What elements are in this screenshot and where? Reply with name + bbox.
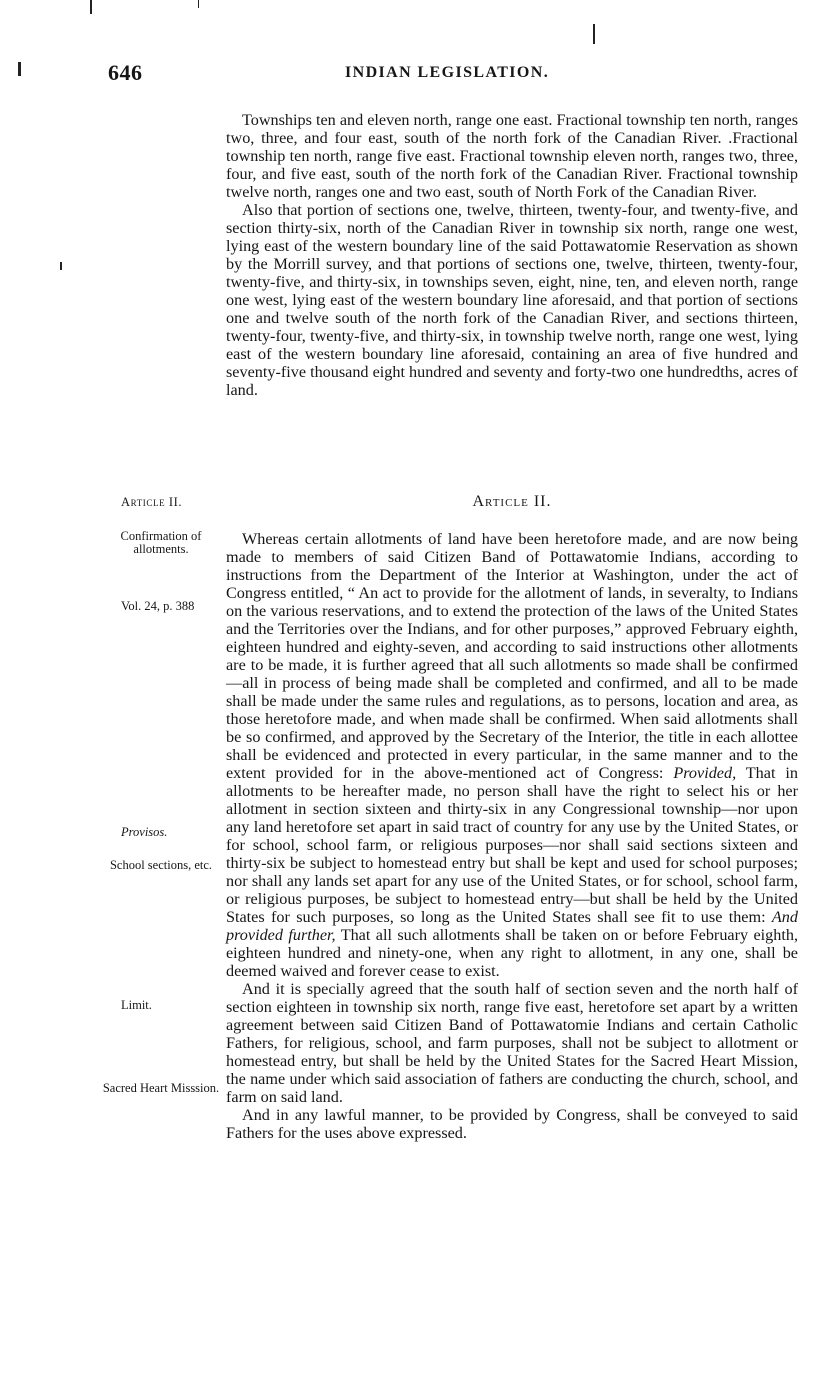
article-text-block [226, 530, 798, 1142]
margin-note-confirmation: Confirmation of allotments. [120, 529, 202, 556]
allotments-limit-text: That all such allotments shall be taken on or before February eighth, eighteen hundred and ninety-one, when any right to allotment, in any one, shall be deemed waived and forever cease to exist. [226, 926, 798, 980]
margin-note-provisos: Provisos. [121, 825, 168, 839]
paragraph-sections: Also that portion of sections one, twelve, thirteen, twenty-four, and twenty-five, and section thirty-six, north of the Canadian River in township six north, range one west, lying east of the western boundary line of the said Pottawatomie Reservation as shown by the Morrill survey, and that portions of sections one, twelve, thirteen, twenty-four, twenty-five, and thirty-six, in townships seven, eight, nine, ten, and eleven north, range one west, lying east of the western boundary line aforesaid, and that portion of sections one and twelve south of the north fork of the Canadian River, and sections thirteen, twenty-four, twenty-five, and thirty-six, in township twelve north, range one west, lying east of the western boundary line aforesaid, containing an area of five hundred and seventy-five thousand eight hundred and seventy and forty-two one hundredths, acres of land. [226, 201, 798, 399]
running-header [0, 60, 834, 90]
margin-note-sacred-heart: Sacred Heart Misssion. [102, 1081, 220, 1095]
paragraph-conveyance: And in any lawful manner, to be provided by Congress, shall be conveyed to said Fathers for the uses above expressed. [226, 1106, 798, 1142]
paragraph-townships: Townships ten and eleven north, range one east. Fractional township ten north, ranges two, three, and four east, south of the north fork of the Canadian River. .Fractional township ten north, range five east. Fractional township eleven north, ranges two, three, four, and five east, south of the north fork of the Canadian River. Fractional township twelve north, ranges one and two east, south of North Fork of the Canadian River. [226, 111, 798, 201]
scan-mark-top [90, 0, 92, 14]
allotments-text: Whereas certain allotments of land have been heretofore made, and are now being made to members of said Citizen Band of Pottawatomie Indians, according to instructions from the Department of the Interior at Washington, under the act of Congress entitled, “ An act to provide for the allotment of lands, in severalty, to Indians on the various reservations, and to extend the protection of the laws of the United States and the Territories over the Indians, and for other purposes,” approved February eighth, eighteen hundred and eighty-seven, and according to said instructions other allotments are to be made, it is further agreed that all such allotments so made shall be confirmed—all in process of being made shall be completed and confirmed, and all to be made shall be made under the same rules and regulations, as to persons, location and area, as those heretofore made, and when made shall be confirmed. When said allotments shall be so confirmed, and approved by the Secretary of the Interior, the title in each allottee shall be evidenced and protected in every particular, in the same manner and to the extent provided for in the above-mentioned act of Congress: [226, 530, 798, 782]
scan-mark-center [593, 24, 595, 44]
article-margin-label: Article II. [121, 495, 183, 509]
scan-mark-left-2 [60, 262, 62, 270]
margin-note-limit: Limit. [121, 998, 152, 1012]
top-text-block [226, 111, 798, 399]
running-title: INDIAN LEGISLATION. [345, 64, 550, 81]
page-number: 646 [108, 60, 143, 85]
and-provided-term: And provided further, [226, 908, 798, 944]
article-heading-row [0, 495, 834, 515]
margin-note-vol: Vol. 24, p. 388 [121, 599, 195, 613]
margin-note-school: School sections, etc. [109, 858, 213, 872]
article-heading: Article II. [472, 493, 552, 510]
provided-term: Provided, [673, 764, 737, 782]
scan-mark-top-2 [198, 0, 199, 8]
allotments-proviso-text: That in allotments to be hereafter made, no person shall have the right to select his or her allotment in section sixteen and thirty-six in any Congressional township—nor upon any land heretofore set apart in said tract of country for any use by the United States, or for school, school farm, or religious purposes—nor shall said sections sixteen and thirty-six be subject to homestead entry but shall be kept and used for school purposes; nor shall any lands set apart for any use of the United States, or for school, school farm, or religious purposes, be subject to homestead entry—but shall be held by the United States for such purposes, so long as the United States shall see fit to use them: [226, 764, 798, 926]
paragraph-sacred-heart: And it is specially agreed that the south half of section seven and the north half of section eighteen in township six north, range five east, heretofore set apart by a written agreement between said Citizen Band of Pottawatomie Indians and certain Catholic Fathers, for religious, school, and farm purposes, shall not be subject to allotment or homestead entry, but shall be held by the United States for the Sacred Heart Mission, the name under which said association of fathers are conducting the church, school, and farm on said land. [226, 980, 798, 1106]
paragraph-allotments [226, 530, 798, 980]
